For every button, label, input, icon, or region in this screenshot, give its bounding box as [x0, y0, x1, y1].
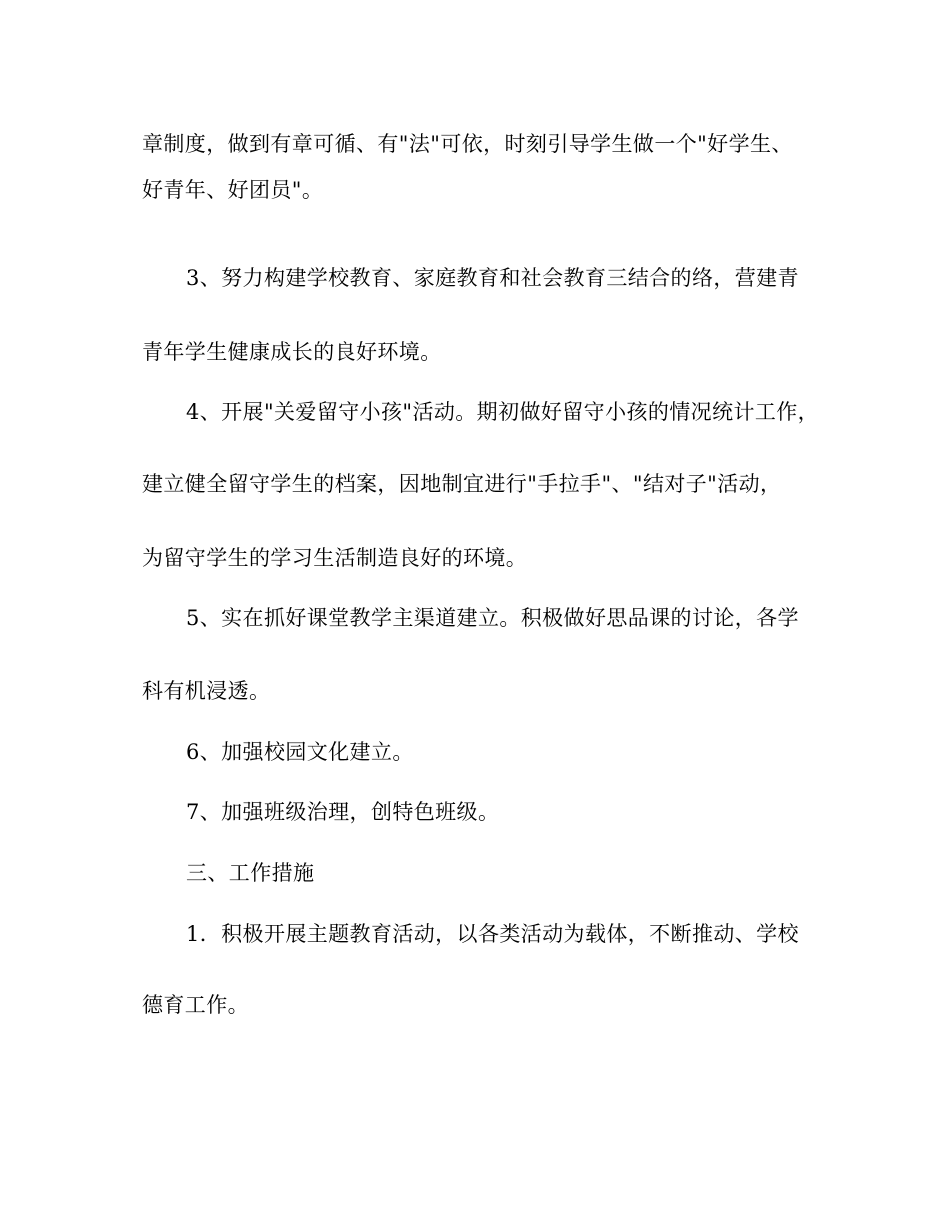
text-line: 4、开展"关爱留守小孩"活动。期初做好留守小孩的情况统计工作，	[186, 400, 820, 424]
text-line: 青年学生健康成长的良好环境。	[142, 340, 442, 364]
text-line: 3、努力构建学校教育、家庭教育和社会教育三结合的络，营建青	[186, 266, 799, 290]
text-line: 为留守学生的学习生活制造良好的环境。	[142, 546, 528, 570]
text-line: 7、加强班级治理，创特色班级。	[186, 800, 500, 824]
text-line: 科有机浸透。	[142, 679, 271, 703]
text-line: 章制度，做到有章可循、有"法"可依，时刻引导学生做一个"好学生、	[142, 132, 793, 156]
text-line: 德育工作。	[142, 993, 249, 1017]
text-line: 6、加强校园文化建立。	[186, 740, 414, 764]
text-line: 好青年、好团员"。	[142, 178, 324, 202]
text-line: 建立健全留守学生的档案，因地制宜进行"手拉手"、"结对子"活动，	[142, 472, 782, 496]
text-line: 1．积极开展主题教育活动，以各类活动为载体，不断推动、学校	[186, 922, 799, 946]
text-line: 5、实在抓好课堂教学主渠道建立。积极做好思品课的讨论，各学	[186, 606, 799, 630]
text-line: 三、工作措施	[186, 861, 315, 885]
